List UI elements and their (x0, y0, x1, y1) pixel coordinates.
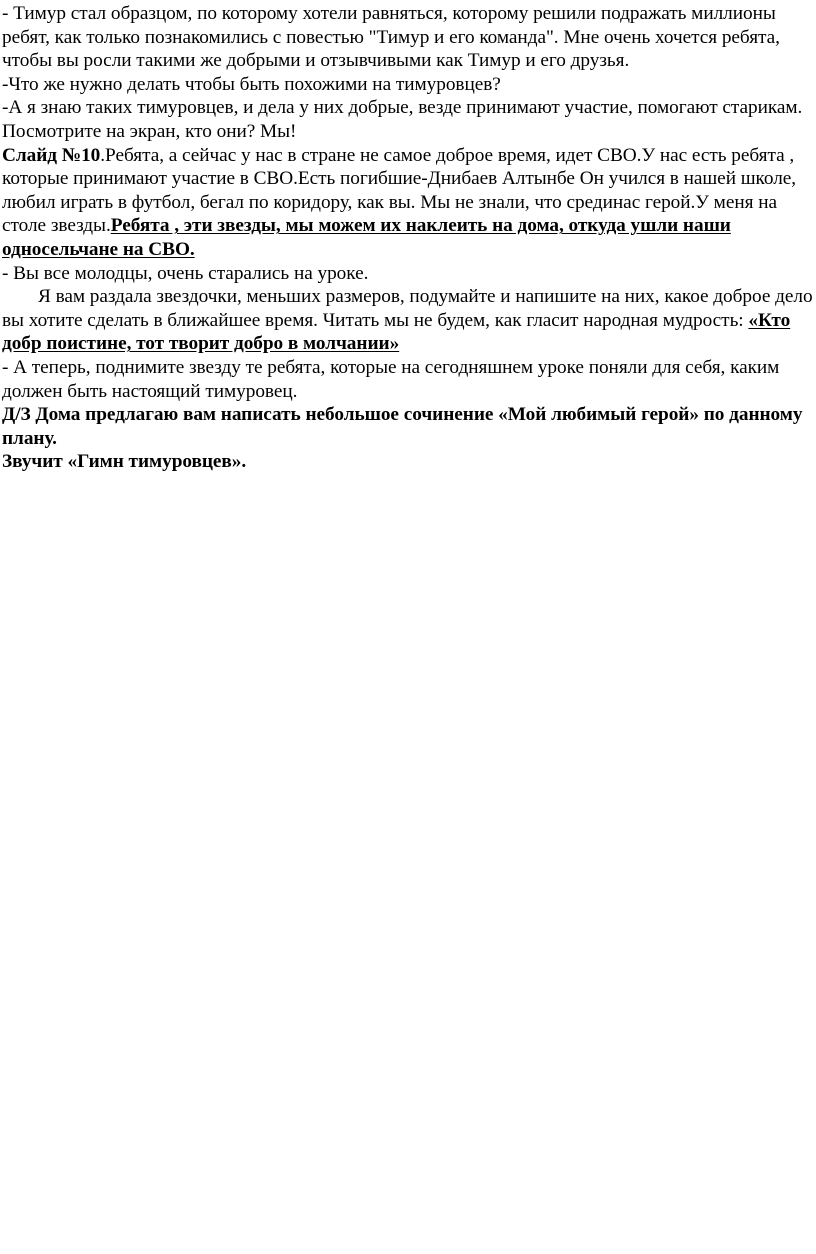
paragraph-question: -Что же нужно делать чтобы быть похожими на тимуровцев? (2, 73, 501, 95)
paragraph-praise: - Вы все молодцы, очень старались на уроке. (2, 262, 369, 284)
paragraph-stars-task (2, 285, 814, 356)
slide-label: Слайд №10 (2, 144, 101, 166)
slide-text: .Ребята, а сейчас у нас в стране не самое доброе время, идет СВО.У нас есть ребята , которые принимают участие в СВО.Есть погибшие-Днибаев Алтынбе Он учился в нашей школе, любил играть в футбол, бегал по коридору, как вы. Мы не знали, что срединас герой.У меня на столе звезды. (2, 144, 797, 237)
proverb-quote: «Кто добр поистине, тот творит добро в молчании» (2, 309, 791, 355)
stars-task-text: Я вам раздала звездочки, меньших размеров, подумайте и напишите на них, какое доброе дело вы хотите сделать в ближайшее время. Читать мы не будем, как гласит народная мудрость: (2, 286, 813, 331)
paragraph-timur-example: - Тимур стал образцом, по которому хотели равняться, которому решили подражать миллионы ребят, как только познакомились с повестью "Тимур и его команда". Мне очень хочется ребята, чтобы вы росли такими же добрыми и отзывчивыми как Тимур и его друзья. (2, 3, 780, 72)
paragraph-timurovtsy: -А я знаю таких тимуровцев, и дела у них добрые, везде принимают участие, помогают старикам. Посмотрите на экран, кто они? Мы! (2, 97, 803, 142)
document-body (2, 2, 814, 474)
paragraph-raise-star: - А теперь, поднимите звезду те ребята, которые на сегодняшнем уроке поняли для себя, каким должен быть настоящий тимуровец. (2, 356, 780, 402)
paragraph-anthem: Звучит «Гимн тимуровцев». (2, 451, 247, 473)
paragraph-slide-10 (2, 144, 814, 262)
stars-emphasis: Ребята , эти звезды, мы можем их наклеить на дома, откуда ушли наши односельчане на СВО. (2, 215, 731, 260)
paragraph-homework: Д/З Дома предлагаю вам написать небольшое сочинение «Мой любимый герой» по данному плану. (2, 404, 803, 449)
